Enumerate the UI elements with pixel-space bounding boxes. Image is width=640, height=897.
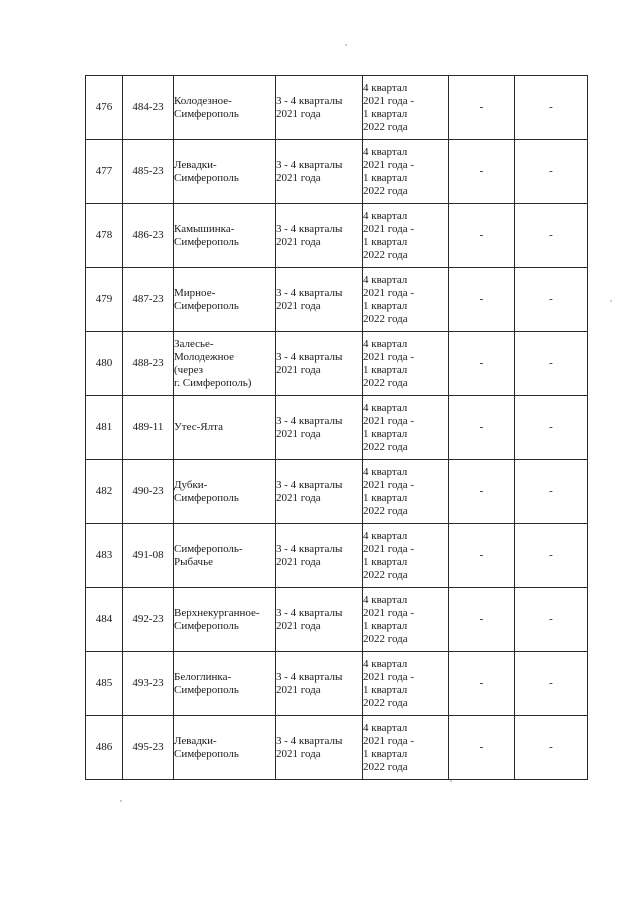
end-period-line: 2021 года -: [363, 414, 415, 427]
end-period-cell: [363, 524, 449, 588]
route-name-line: Симферополь: [174, 171, 239, 184]
route-name-line: Симферополь-: [174, 542, 243, 555]
end-period-cell: [363, 268, 449, 332]
dash-cell: -: [515, 652, 588, 716]
table-row: [86, 396, 588, 460]
dash-cell: -: [515, 588, 588, 652]
end-period-line: 1 квартал: [363, 747, 408, 760]
end-period-line: 1 квартал: [363, 235, 408, 248]
end-period-cell: [363, 76, 449, 140]
route-name-line: Верхнекурганное-: [174, 606, 260, 619]
route-name-line: Камышинка-: [174, 222, 235, 235]
table-row: [86, 140, 588, 204]
start-period-cell: [276, 332, 363, 396]
start-period-line: 2021 года: [276, 683, 321, 696]
start-period-line: 3 - 4 кварталы: [276, 414, 343, 427]
end-period-cell: [363, 588, 449, 652]
dash-cell: -: [449, 396, 515, 460]
start-period-line: 2021 года: [276, 555, 321, 568]
end-period-line: 1 квартал: [363, 491, 408, 504]
end-period-line: 1 квартал: [363, 299, 408, 312]
route-name-line: (через: [174, 363, 203, 376]
dash-cell: -: [449, 204, 515, 268]
end-period-line: 4 квартал: [363, 209, 408, 222]
start-period-line: 2021 года: [276, 363, 321, 376]
route-name-line: Рыбачье: [174, 555, 213, 568]
route-name-line: Симферополь: [174, 747, 239, 760]
route-name-cell: [174, 268, 276, 332]
end-period-line: 1 квартал: [363, 363, 408, 376]
row-number-cell: 480: [86, 332, 123, 396]
start-period-line: 2021 года: [276, 235, 321, 248]
end-period-cell: [363, 396, 449, 460]
route-name-line: Симферополь: [174, 491, 239, 504]
end-period-line: 4 квартал: [363, 465, 408, 478]
start-period-cell: [276, 588, 363, 652]
end-period-line: 2022 года: [363, 376, 408, 389]
start-period-line: 3 - 4 кварталы: [276, 606, 343, 619]
start-period-line: 2021 года: [276, 107, 321, 120]
scan-speck: [450, 780, 452, 782]
dash-cell: -: [449, 76, 515, 140]
dash-cell: -: [515, 268, 588, 332]
end-period-line: 2022 года: [363, 760, 408, 773]
end-period-line: 2022 года: [363, 568, 408, 581]
routes-schedule-table: [85, 75, 588, 780]
route-code-cell: 493-23: [123, 652, 174, 716]
route-name-cell: [174, 588, 276, 652]
end-period-line: 2021 года -: [363, 734, 415, 747]
table-row: [86, 460, 588, 524]
route-name-cell: [174, 460, 276, 524]
dash-cell: -: [515, 204, 588, 268]
start-period-line: 3 - 4 кварталы: [276, 734, 343, 747]
end-period-line: 1 квартал: [363, 683, 408, 696]
start-period-cell: [276, 76, 363, 140]
start-period-cell: [276, 396, 363, 460]
table-row: [86, 76, 588, 140]
start-period-line: 2021 года: [276, 171, 321, 184]
dash-cell: -: [515, 716, 588, 780]
start-period-line: 2021 года: [276, 299, 321, 312]
table-body: [86, 76, 588, 780]
route-name-line: Симферополь: [174, 299, 239, 312]
table-row: [86, 588, 588, 652]
table-row: [86, 204, 588, 268]
dash-cell: -: [449, 588, 515, 652]
route-name-cell: [174, 524, 276, 588]
row-number-cell: 476: [86, 76, 123, 140]
table-row: [86, 332, 588, 396]
start-period-line: 2021 года: [276, 427, 321, 440]
end-period-line: 2021 года -: [363, 222, 415, 235]
end-period-line: 2022 года: [363, 120, 408, 133]
route-code-cell: 489-11: [123, 396, 174, 460]
end-period-line: 1 квартал: [363, 427, 408, 440]
start-period-cell: [276, 140, 363, 204]
dash-cell: -: [449, 332, 515, 396]
route-code-cell: 495-23: [123, 716, 174, 780]
end-period-line: 4 квартал: [363, 273, 408, 286]
end-period-cell: [363, 332, 449, 396]
scan-speck: [345, 44, 347, 46]
table-row: [86, 268, 588, 332]
route-name-cell: [174, 76, 276, 140]
row-number-cell: 484: [86, 588, 123, 652]
end-period-line: 4 квартал: [363, 81, 408, 94]
end-period-cell: [363, 652, 449, 716]
route-name-line: г. Симферополь): [174, 376, 252, 389]
end-period-line: 2022 года: [363, 248, 408, 261]
end-period-line: 2022 года: [363, 440, 408, 453]
start-period-line: 3 - 4 кварталы: [276, 94, 343, 107]
end-period-line: 2022 года: [363, 184, 408, 197]
start-period-line: 2021 года: [276, 747, 321, 760]
start-period-cell: [276, 652, 363, 716]
end-period-line: 4 квартал: [363, 657, 408, 670]
start-period-cell: [276, 204, 363, 268]
dash-cell: -: [449, 268, 515, 332]
end-period-line: 4 квартал: [363, 529, 408, 542]
row-number-cell: 482: [86, 460, 123, 524]
end-period-line: 4 квартал: [363, 145, 408, 158]
end-period-line: 2022 года: [363, 696, 408, 709]
start-period-line: 2021 года: [276, 491, 321, 504]
route-name-line: Симферополь: [174, 683, 239, 696]
dash-cell: -: [515, 524, 588, 588]
route-name-cell: [174, 140, 276, 204]
route-name-line: Утес-Ялта: [174, 421, 223, 433]
end-period-line: 2022 года: [363, 504, 408, 517]
route-name-line: Дубки-: [174, 478, 208, 491]
end-period-line: 2021 года -: [363, 286, 415, 299]
dash-cell: -: [449, 524, 515, 588]
start-period-line: 3 - 4 кварталы: [276, 286, 343, 299]
end-period-line: 2021 года -: [363, 670, 415, 683]
row-number-cell: 481: [86, 396, 123, 460]
row-number-cell: 483: [86, 524, 123, 588]
row-number-cell: 485: [86, 652, 123, 716]
end-period-line: 2021 года -: [363, 542, 415, 555]
end-period-line: 2021 года -: [363, 350, 415, 363]
row-number-cell: 477: [86, 140, 123, 204]
dash-cell: -: [449, 652, 515, 716]
dash-cell: -: [515, 460, 588, 524]
route-code-cell: 486-23: [123, 204, 174, 268]
start-period-cell: [276, 460, 363, 524]
route-name-line: Молодежное: [174, 350, 235, 363]
start-period-line: 3 - 4 кварталы: [276, 670, 343, 683]
route-code-cell: 487-23: [123, 268, 174, 332]
route-code-cell: 492-23: [123, 588, 174, 652]
end-period-line: 2021 года -: [363, 606, 415, 619]
end-period-line: 1 квартал: [363, 555, 408, 568]
route-name-line: Симферополь: [174, 107, 239, 120]
route-name-cell: [174, 652, 276, 716]
dash-cell: -: [515, 140, 588, 204]
end-period-line: 1 квартал: [363, 171, 408, 184]
route-code-cell: 484-23: [123, 76, 174, 140]
table-row: [86, 716, 588, 780]
route-code-cell: 485-23: [123, 140, 174, 204]
table-row: [86, 524, 588, 588]
start-period-line: 3 - 4 кварталы: [276, 222, 343, 235]
route-code-cell: 490-23: [123, 460, 174, 524]
row-number-cell: 486: [86, 716, 123, 780]
dash-cell: -: [449, 460, 515, 524]
route-name-line: Залесье-: [174, 337, 214, 350]
route-name-line: Белоглинка-: [174, 670, 232, 683]
route-name-cell: [174, 332, 276, 396]
route-name-line: Левадки-: [174, 734, 217, 747]
route-name-line: Колодезное-: [174, 94, 232, 107]
start-period-line: 3 - 4 кварталы: [276, 542, 343, 555]
scan-speck: [120, 800, 122, 802]
start-period-line: 3 - 4 кварталы: [276, 158, 343, 171]
end-period-line: 2021 года -: [363, 478, 415, 491]
start-period-line: 2021 года: [276, 619, 321, 632]
start-period-cell: [276, 268, 363, 332]
end-period-line: 4 квартал: [363, 593, 408, 606]
end-period-cell: [363, 460, 449, 524]
end-period-cell: [363, 716, 449, 780]
end-period-line: 2021 года -: [363, 158, 415, 171]
end-period-line: 4 квартал: [363, 401, 408, 414]
end-period-cell: [363, 140, 449, 204]
start-period-line: 3 - 4 кварталы: [276, 478, 343, 491]
route-name-line: Симферополь: [174, 235, 239, 248]
end-period-line: 1 квартал: [363, 107, 408, 120]
route-code-cell: 488-23: [123, 332, 174, 396]
end-period-line: 2021 года -: [363, 94, 415, 107]
start-period-cell: [276, 524, 363, 588]
dash-cell: -: [449, 716, 515, 780]
route-name-line: Симферополь: [174, 619, 239, 632]
dash-cell: -: [515, 332, 588, 396]
dash-cell: -: [449, 140, 515, 204]
end-period-line: 4 квартал: [363, 337, 408, 350]
route-name-cell: [174, 396, 276, 460]
end-period-line: 2022 года: [363, 632, 408, 645]
row-number-cell: 478: [86, 204, 123, 268]
route-name-line: Левадки-: [174, 158, 217, 171]
row-number-cell: 479: [86, 268, 123, 332]
dash-cell: -: [515, 396, 588, 460]
start-period-cell: [276, 716, 363, 780]
end-period-line: 2022 года: [363, 312, 408, 325]
end-period-line: 1 квартал: [363, 619, 408, 632]
start-period-line: 3 - 4 кварталы: [276, 350, 343, 363]
route-name-cell: [174, 204, 276, 268]
end-period-cell: [363, 204, 449, 268]
route-code-cell: 491-08: [123, 524, 174, 588]
route-name-line: Мирное-: [174, 286, 216, 299]
table-row: [86, 652, 588, 716]
end-period-line: 4 квартал: [363, 721, 408, 734]
scan-speck: [610, 300, 612, 302]
dash-cell: -: [515, 76, 588, 140]
route-name-cell: [174, 716, 276, 780]
